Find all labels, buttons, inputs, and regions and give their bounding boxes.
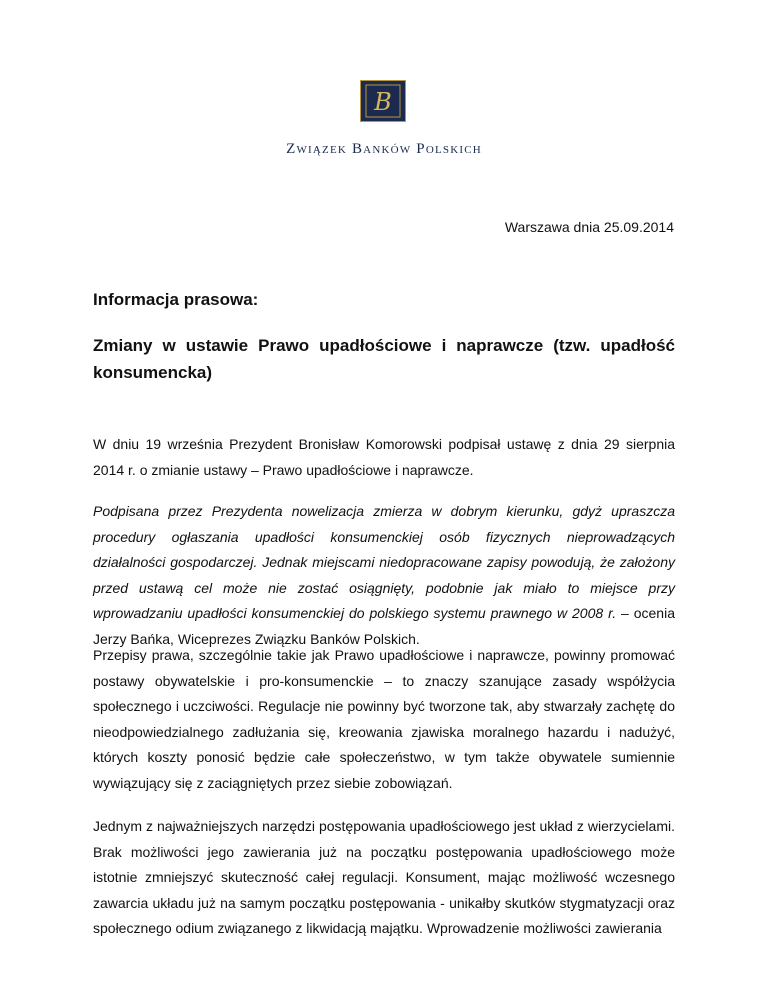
- subtitle-line-2: konsumencka): [93, 363, 213, 382]
- press-release-subtitle: [93, 332, 675, 386]
- zbp-monogram-icon: [361, 81, 405, 121]
- date-line: Warszawa dnia 25.09.2014: [504, 219, 674, 235]
- quote-text: Podpisana przez Prezydenta nowelizacja zmierza w dobrym kierunku, gdyż upraszcza procedury ogłaszania upadłości konsumenckiej osób fizycznych nieprowadzących działalności gospodarczej. Jednak miejscami niedopracowane zapisy powodują, że założony przed ustawą cel może nie zostać osiągnięty, podobnie jak miało to miejsce przy wprowadzaniu upadłości konsumenckiej do polskiego systemu prawnego w 2008 r.: [93, 503, 675, 621]
- subtitle-line-1: Zmiany w ustawie Prawo upadłościowe i naprawcze (tzw. upadłość: [93, 336, 675, 355]
- logo-letter: B: [374, 88, 392, 116]
- paragraph-1: W dniu 19 września Prezydent Bronisław Komorowski podpisał ustawę z dnia 29 sierpnia 2014 r. o zmianie ustawy – Prawo upadłościowe i naprawcze.: [93, 436, 675, 478]
- press-release-heading: Informacja prasowa:: [93, 290, 259, 309]
- quote-attribution: – ocenia Jerzy Bańka, Wiceprezes Związku Banków Polskich.: [93, 605, 675, 647]
- paragraph-2: [93, 499, 675, 652]
- organization-name: Związek Banków Polskich: [286, 141, 482, 157]
- paragraph-3: Przepisy prawa, szczególnie takie jak Prawo upadłościowe i naprawcze, powinny promować postawy obywatelskie i pro-konsumenckie – to znaczy szanujące zasady współżycia społecznego i uczciwości. Regulacje nie powinny być tworzone tak, aby stwarzały zachętę do nieodpowiedzialnego zadłużania się, kreowania zjawiska moralnego hazardu i nadużyć, których koszty ponosić będzie całe społeczeństwo, w tym także obywatele sumiennie wywiązujący się z zaciągniętych przez siebie zobowiązań.: [93, 647, 675, 791]
- paragraph-4: Jednym z najważniejszych narzędzi postępowania upadłościowego jest układ z wierzycielami. Brak możliwości jego zawierania już na początku postępowania upadłościowego może istotnie zmniejszyć skuteczność całej regulacji. Konsument, mając możliwość wczesnego zawarcia układu już na samym początku postępowania - unikałby skutków stygmatyzacji oraz społecznego odium związanego z likwidacją majątku. Wprowadzenie możliwości zawierania: [93, 818, 675, 936]
- zbp-logo: [360, 80, 406, 122]
